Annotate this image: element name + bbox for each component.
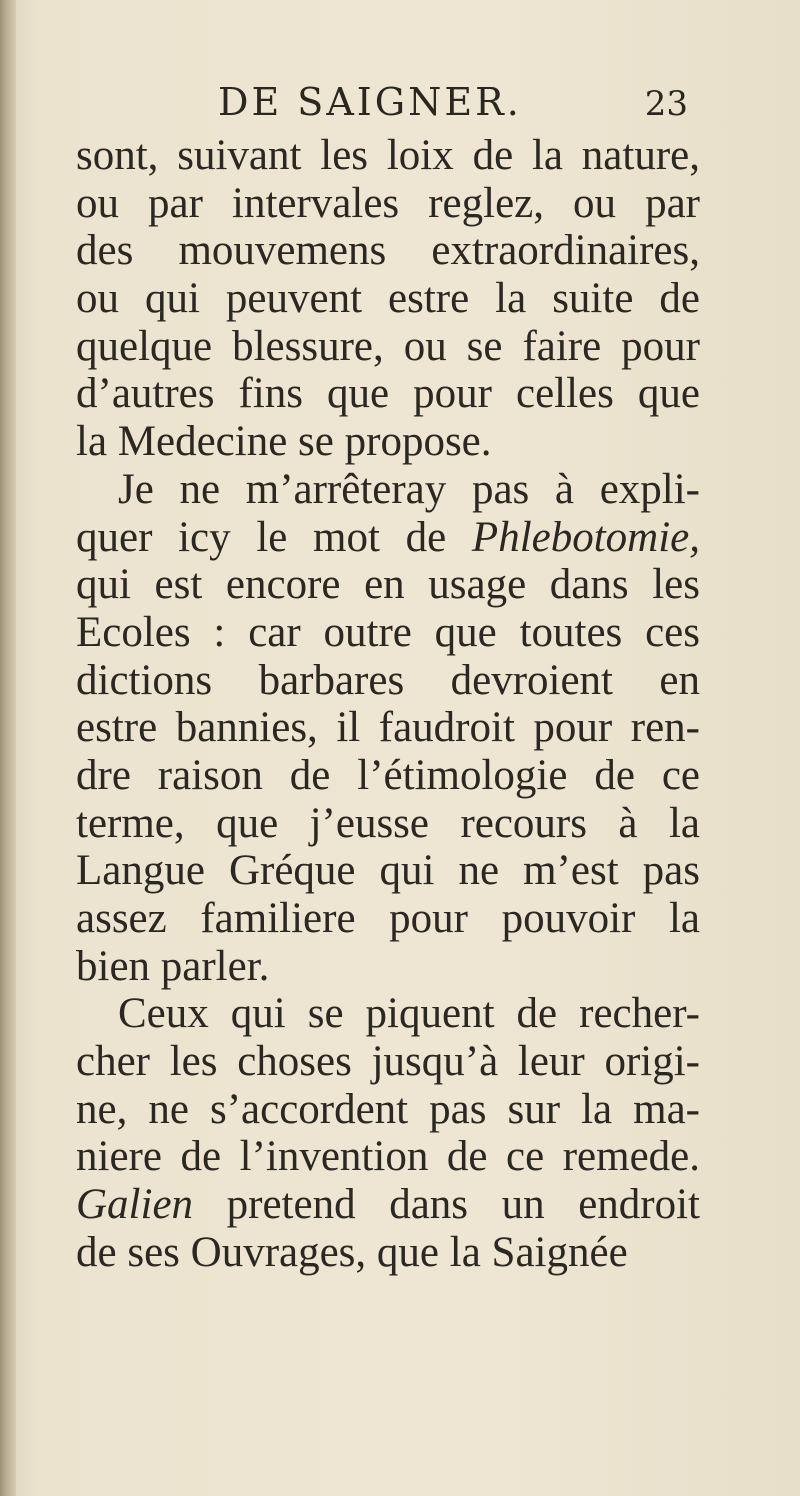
text-line: bien parler. <box>76 942 270 990</box>
text-line: niere de l’invention de ce remede. <box>76 1133 700 1181</box>
text-line: estre bannies, il faudroit pour ren- <box>76 704 700 752</box>
page-number: 23 <box>644 84 688 124</box>
text-line: Ecoles : car outre que toutes ces <box>76 608 700 656</box>
text-line: Ceux qui se piquent de recher- <box>118 990 700 1038</box>
text-line: sont, suivant les loix de la nature, <box>76 132 700 179</box>
italic-name: Galien <box>76 1181 194 1229</box>
text-line: ou qui peuvent estre la suite de <box>76 275 700 323</box>
text-line: assez familiere pour pouvoir la <box>76 895 700 942</box>
page-gutter <box>0 0 16 1496</box>
text-line: Je ne m’arrêteray pas à expli- <box>118 465 700 513</box>
text-line: de ses Ouvrages, que la Saignée <box>76 1228 628 1276</box>
body-text <box>76 132 700 1277</box>
text-line: qui est encore en usage dans les <box>76 561 700 609</box>
text-line: d’autres fins que pour celles que <box>76 370 700 418</box>
running-title: DE SAIGNER. <box>218 80 522 124</box>
text-line: dre raison de l’étimologie de ce <box>76 751 700 799</box>
text-line: ou par intervales reglez, ou par <box>76 179 700 227</box>
text-line: la Medecine se propose. <box>76 418 492 466</box>
text-line: Langue Gréque qui ne m’est pas <box>76 847 700 895</box>
text-fragment: pretend dans un endroit <box>226 1181 701 1229</box>
text-line: quelque blessure, ou se faire pour <box>76 322 700 370</box>
text-line: des mouvemens extraordinaires, <box>76 227 700 275</box>
text-line: cher les choses jusqu’à leur origi- <box>76 1038 700 1086</box>
text-line: ne, ne s’accordent pas sur la ma- <box>76 1085 700 1133</box>
text-line <box>76 1181 700 1229</box>
italic-term: Phlebotomie, <box>471 513 701 561</box>
text-line: dictions barbares devroient en <box>76 656 700 704</box>
page-header <box>218 80 688 132</box>
text-line: terme, que j’eusse recours à la <box>76 799 700 847</box>
text-fragment: quer icy le mot de <box>76 513 447 561</box>
text-line <box>76 514 700 562</box>
